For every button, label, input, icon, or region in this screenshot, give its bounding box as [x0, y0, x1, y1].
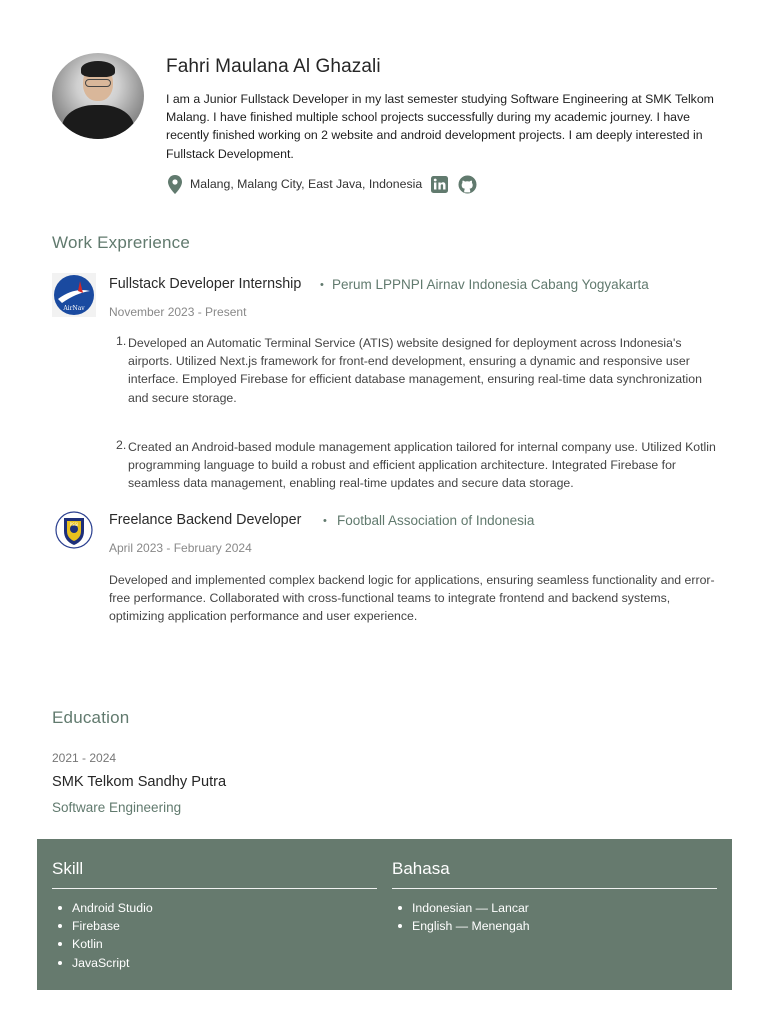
- duty-number: 2.: [116, 438, 127, 452]
- skill-item: Kotlin: [52, 935, 153, 953]
- job-dates: April 2023 - February 2024: [109, 541, 252, 555]
- duty-item: Developed an Automatic Terminal Service (ATIS) website designed for deployment across Indonesia's airports. Utilized Next.js framework for front-end development, ensuring a dynamic and responsive user interface. Employed Firebase for efficient database management, ensuring real-time data synchronization and secure storage.: [128, 336, 702, 405]
- separator-dot: •: [320, 279, 324, 291]
- duty-item: Created an Android-based module management application tailored for internal company use. Utilized Kotlin programming language to build a robust and efficient application architecture. Integrated Firebase for seamless data management, enabling real-time updates and secure data storage.: [128, 440, 716, 491]
- job-company: Perum LPPNPI Airnav Indonesia Cabang Yogyakarta: [332, 277, 649, 292]
- language-title: Bahasa: [392, 859, 450, 878]
- location-text: Malang, Malang City, East Java, Indonesia: [190, 177, 423, 191]
- job-description: Developed and implemented complex backend logic for applications, ensuring seamless functionality and error-free performance. Collaborated with cross-functional teams to integrate frontend and backend systems, optimizing application performance and user experience.: [109, 573, 715, 624]
- skill-item: JavaScript: [52, 954, 153, 972]
- language-item: Indonesian — Lancar: [392, 899, 530, 917]
- education-school: SMK Telkom Sandhy Putra: [52, 774, 227, 790]
- avatar: [52, 53, 144, 139]
- separator-dot: •: [323, 515, 327, 527]
- work-section-title: Work Exprerience: [52, 233, 190, 252]
- location-pin-icon: [168, 175, 182, 194]
- education-section-title: Education: [52, 708, 130, 727]
- github-icon[interactable]: [458, 175, 477, 194]
- language-item: English — Menengah: [392, 917, 530, 935]
- skill-item: Android Studio: [52, 899, 153, 917]
- job-dates: November 2023 - Present: [109, 305, 247, 319]
- job-company: Football Association of Indonesia: [337, 513, 535, 528]
- education-dates: 2021 - 2024: [52, 751, 117, 765]
- profile-name: Fahri Maulana Al Ghazali: [166, 56, 381, 77]
- duty-number: 1.: [116, 334, 127, 348]
- job-title: Freelance Backend Developer: [109, 512, 302, 528]
- skill-title: Skill: [52, 859, 84, 878]
- skill-item: Firebase: [52, 917, 153, 935]
- airnav-logo-icon: [52, 273, 96, 317]
- language-list: [392, 899, 530, 935]
- svg-text:PSSI: PSSI: [69, 522, 79, 527]
- profile-bio: I am a Junior Fullstack Developer in my last semester studying Software Engineering at SMK Telkom Malang. I have finished multiple school projects successfully during my academic journey. I have recently finished working on 2 website and android development projects. I am deeply interested in Fullstack Development.: [166, 92, 714, 161]
- job-title: Fullstack Developer Internship: [109, 276, 302, 292]
- contact-row: [168, 174, 486, 194]
- linkedin-icon[interactable]: [430, 175, 449, 194]
- svg-text:AirNav: AirNav: [63, 305, 85, 312]
- skills-languages-panel: [37, 839, 732, 990]
- pssi-logo-icon: [52, 509, 96, 553]
- education-major: Software Engineering: [52, 800, 182, 815]
- language-divider: [392, 888, 717, 889]
- skill-divider: [52, 888, 377, 889]
- skill-list: [52, 899, 153, 972]
